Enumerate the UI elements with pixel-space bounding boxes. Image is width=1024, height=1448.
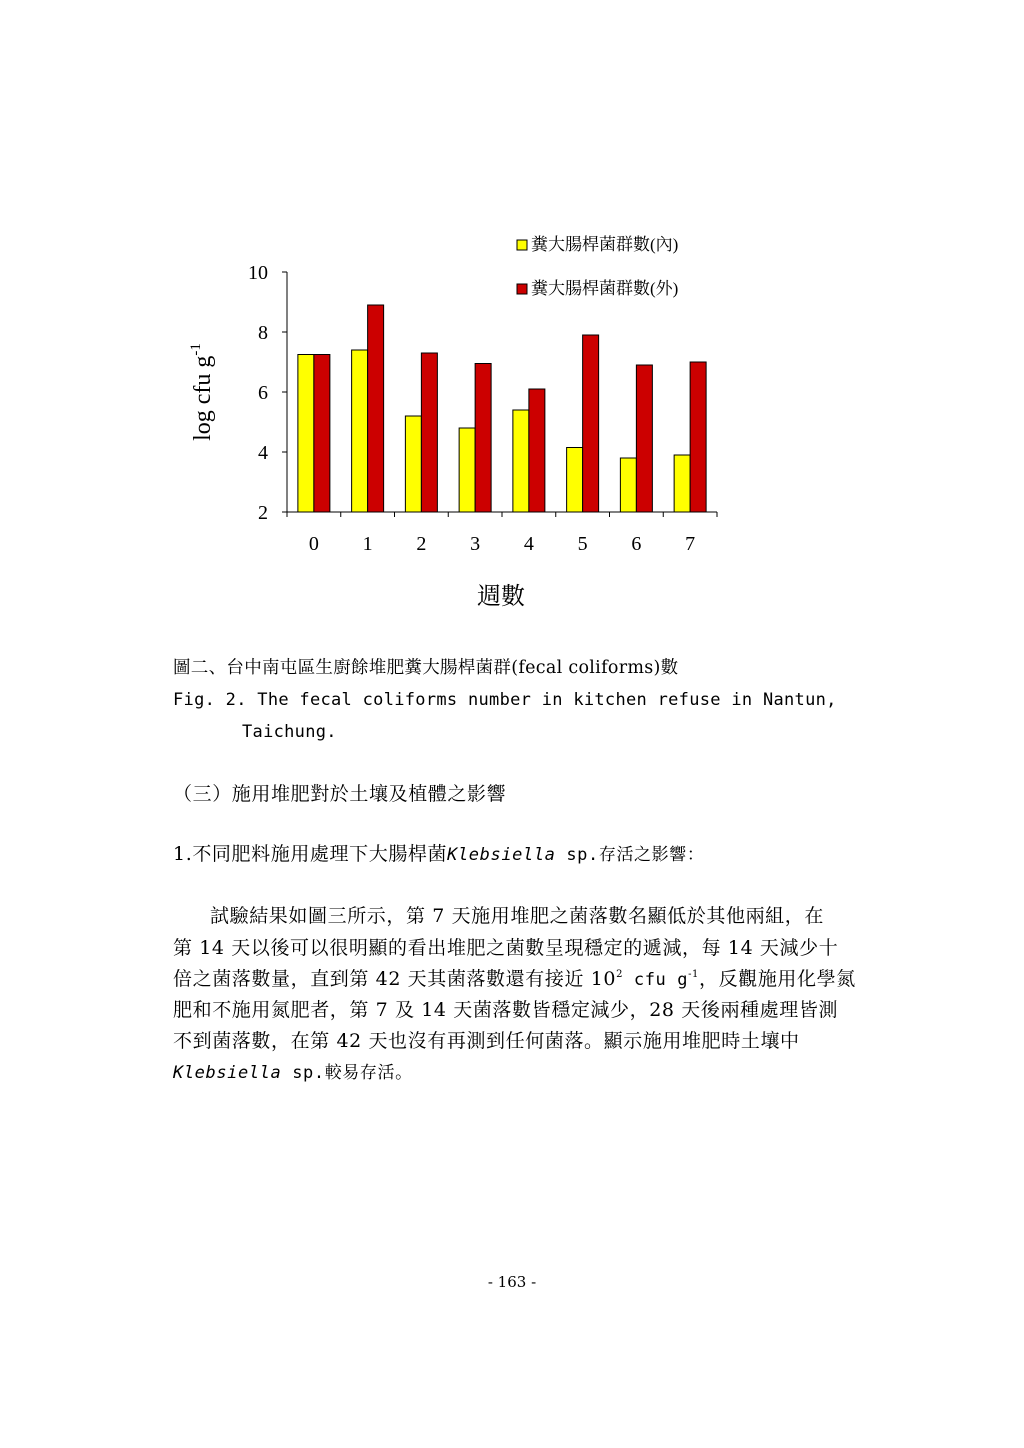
x-tick-label-4: 4 bbox=[523, 533, 534, 555]
paragraph-line-3-part-c: ，反觀施用化學氮 bbox=[699, 968, 856, 990]
paragraph-line-6 bbox=[173, 1060, 863, 1085]
bar-series1-week-6 bbox=[620, 458, 636, 512]
figure-caption-en-line2 bbox=[242, 720, 932, 744]
paragraph-line-2 bbox=[173, 936, 863, 960]
bar-series2-week-2 bbox=[421, 353, 437, 512]
x-tick-label-3: 3 bbox=[470, 533, 481, 555]
subsection-heading bbox=[173, 842, 863, 867]
paragraph-line-1-text: 試驗結果如圖三所示，第 7 天施用堆肥之菌落數名顯低於其他兩組，在 bbox=[210, 905, 824, 927]
y-tick-label-2: 2 bbox=[258, 502, 268, 524]
bar-series2-week-7 bbox=[690, 362, 706, 512]
bar-series2-week-6 bbox=[636, 365, 652, 512]
legend-label-1: 糞大腸桿菌群數(內) bbox=[531, 235, 679, 254]
y-axis-title bbox=[188, 343, 216, 441]
x-tick-label-1: 1 bbox=[362, 533, 373, 555]
figure-caption-en-line1 bbox=[173, 688, 863, 712]
y-axis-title-text: log cfu g bbox=[190, 355, 216, 441]
subsection-suffix: sp.存活之影響： bbox=[555, 845, 705, 865]
paragraph-line-5 bbox=[173, 1029, 863, 1053]
figure-caption-en-line1-text: Fig. 2. The fecal coliforms number in kitchen refuse in Nantun, bbox=[173, 690, 837, 710]
section-heading bbox=[173, 782, 863, 806]
bar-series1-week-4 bbox=[513, 410, 529, 512]
legend-swatch-1 bbox=[517, 240, 527, 250]
figure-caption-en-line2-text: Taichung. bbox=[242, 722, 337, 742]
paragraph-line-3-unit: cfu g bbox=[623, 970, 689, 990]
subsection-species: Klebsiella bbox=[447, 845, 556, 865]
y-tick-label-4: 4 bbox=[258, 442, 268, 464]
bar-series2-week-1 bbox=[368, 305, 384, 512]
x-tick-label-6: 6 bbox=[631, 533, 642, 555]
bar-series1-week-7 bbox=[674, 455, 690, 512]
paragraph-line-3-part-a: 倍之菌落數量，直到第 42 天其菌落數還有接近 10 bbox=[173, 968, 617, 990]
bar-series1-week-3 bbox=[459, 428, 475, 512]
x-tick-label-2: 2 bbox=[416, 533, 427, 555]
y-tick-labels bbox=[248, 262, 268, 524]
bar-series2-week-0 bbox=[314, 355, 330, 513]
x-tick-labels bbox=[309, 533, 695, 555]
paragraph-line-1 bbox=[210, 904, 900, 928]
superscript-exponent: 2 bbox=[616, 969, 624, 980]
bar-series1-week-0 bbox=[298, 355, 314, 513]
y-tick-label-8: 8 bbox=[258, 322, 268, 344]
x-tick-label-5: 5 bbox=[577, 533, 588, 555]
bar-group bbox=[298, 305, 706, 512]
chart-legend bbox=[517, 234, 678, 298]
paragraph-line-5-text: 不到菌落數，在第 42 天也沒有再測到任何菌落。顯示施用堆肥時土壤中 bbox=[173, 1030, 800, 1052]
y-tick-label-6: 6 bbox=[258, 382, 268, 404]
y-axis-title-superscript: -1 bbox=[188, 343, 204, 356]
superscript-unit-exponent: -1 bbox=[688, 969, 700, 980]
paragraph-line-2-text: 第 14 天以後可以很明顯的看出堆肥之菌數呈現穩定的遞減，每 14 天減少十 bbox=[173, 937, 839, 959]
x-tick-label-0: 0 bbox=[308, 533, 319, 555]
paragraph-line-3 bbox=[173, 967, 863, 992]
x-axis-title: 週數 bbox=[477, 584, 525, 610]
legend-label-2: 糞大腸桿菌群數(外) bbox=[531, 279, 679, 298]
paragraph-line-4-text: 肥和不施用氮肥者，第 7 及 14 天菌落數皆穩定減少，28 天後兩種處理皆測 bbox=[173, 999, 839, 1021]
bar-series1-week-2 bbox=[405, 416, 421, 512]
paragraph-line-6-species: Klebsiella bbox=[173, 1063, 282, 1083]
paragraph-line-4 bbox=[173, 998, 863, 1022]
figure-caption-zh bbox=[173, 656, 863, 680]
bar-series1-week-5 bbox=[567, 448, 583, 513]
figure-caption-zh-text: 圖二、台中南屯區生廚餘堆肥糞大腸桿菌群(fecal coliforms)數 bbox=[173, 658, 679, 678]
bar-series2-week-4 bbox=[529, 389, 545, 512]
section-heading-text: （三）施用堆肥對於土壤及植體之影響 bbox=[173, 783, 507, 805]
paragraph-line-6-rest: sp.較易存活。 bbox=[281, 1063, 413, 1083]
bar-series1-week-1 bbox=[352, 350, 368, 512]
fecal-coliform-bar-chart bbox=[0, 0, 1024, 620]
x-tick-label-7: 7 bbox=[685, 533, 696, 555]
bar-series2-week-5 bbox=[583, 335, 599, 512]
bar-series2-week-3 bbox=[475, 364, 491, 513]
subsection-prefix: 1.不同肥料施用處理下大腸桿菌 bbox=[173, 843, 448, 865]
page-number: - 163 - bbox=[487, 1273, 537, 1291]
legend-swatch-2 bbox=[517, 284, 527, 294]
y-tick-label-10: 10 bbox=[248, 262, 268, 284]
